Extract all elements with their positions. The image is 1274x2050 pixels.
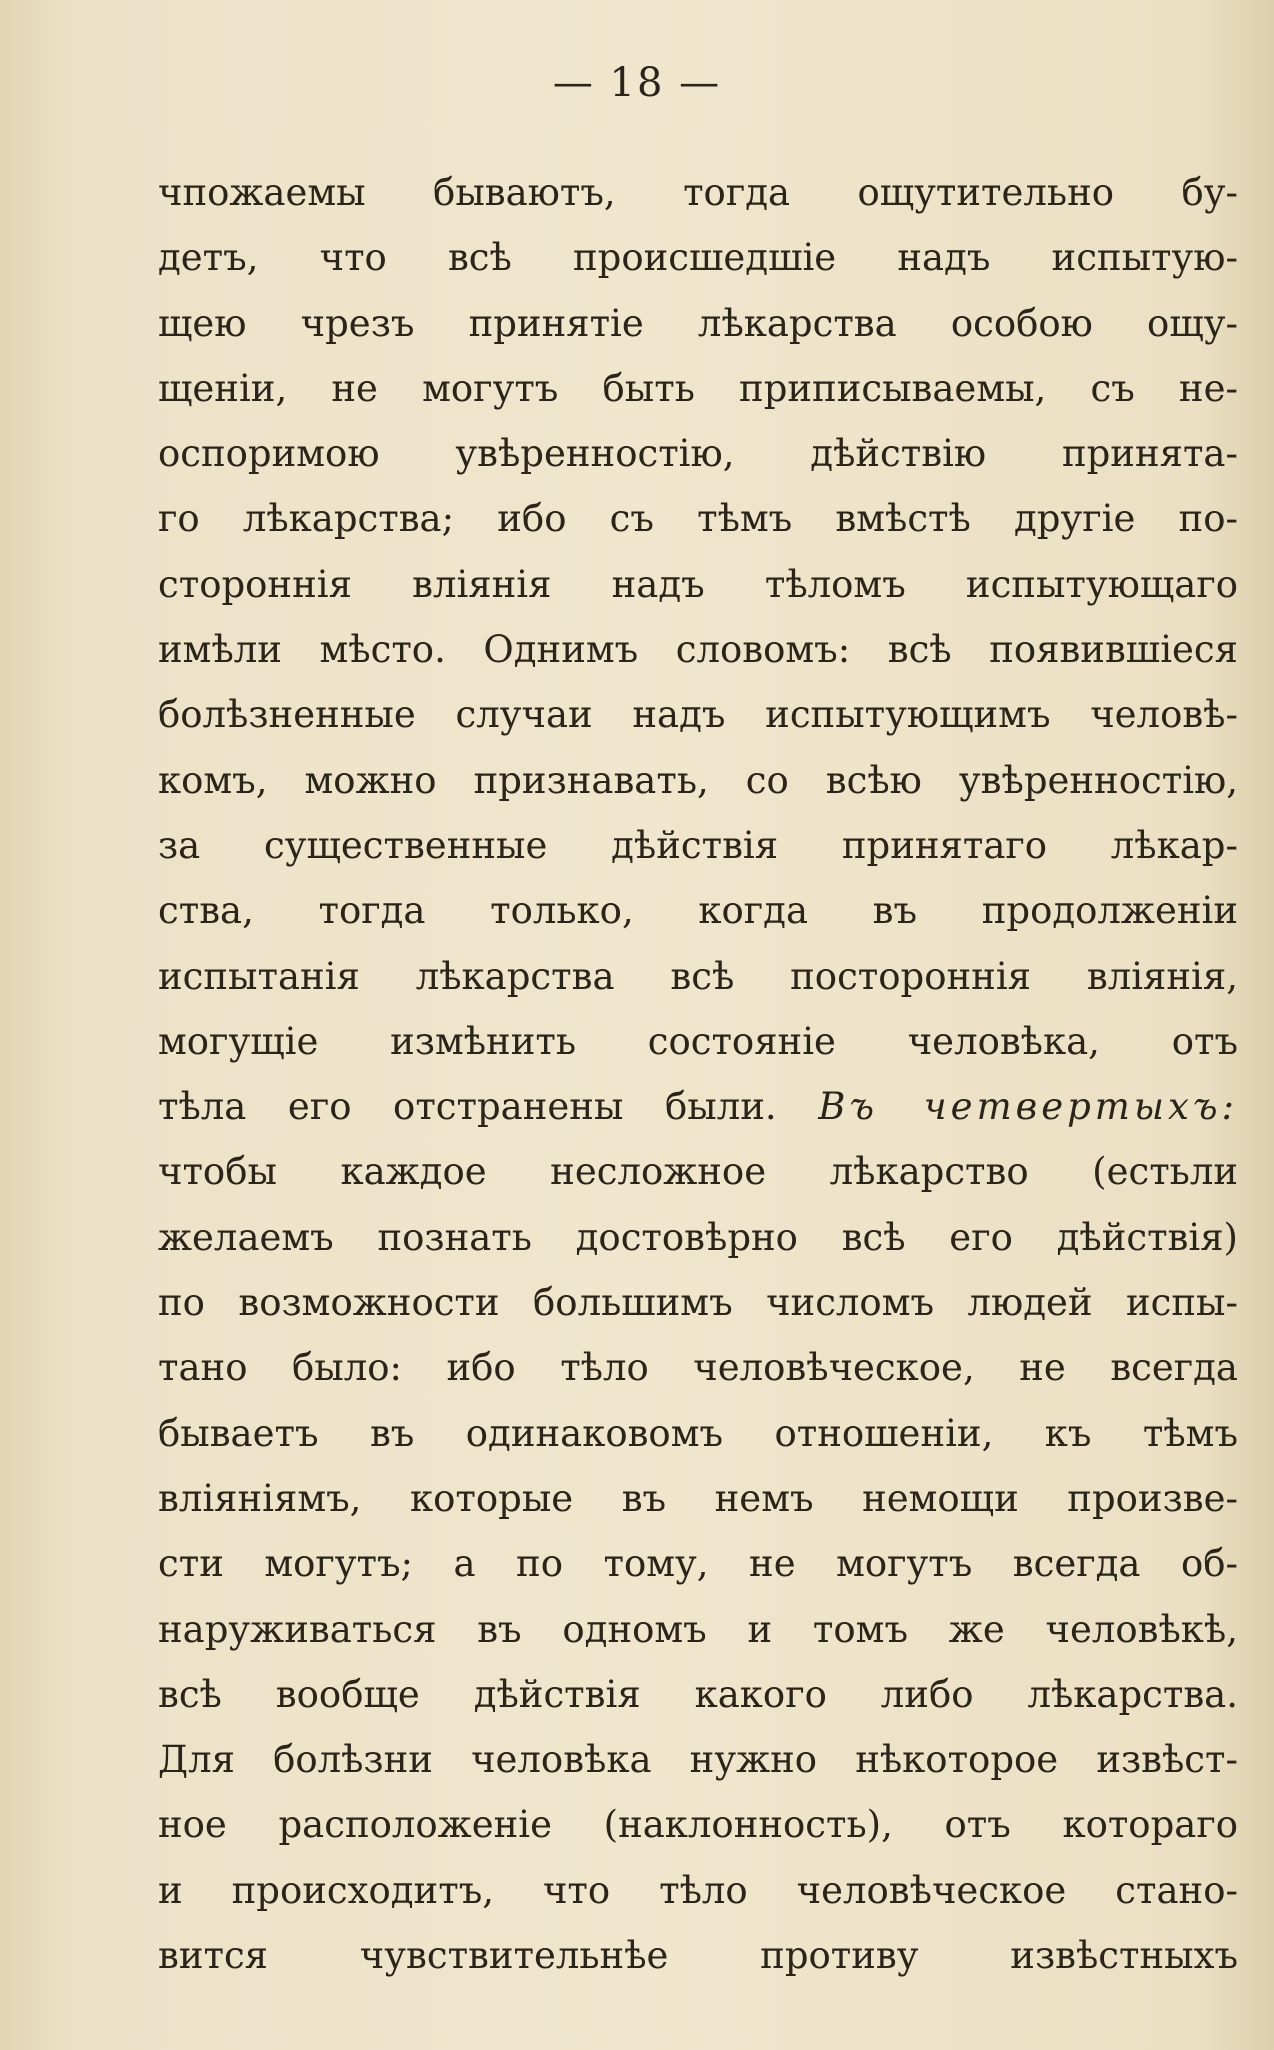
italic-heading-run: Въ четвертыхъ: — [818, 1085, 1238, 1129]
text-line: ное расположеніе (наклонность), отъ котораго — [158, 1803, 1238, 1847]
text-line: за существенные дѣйствія принятаго лѣкар- — [158, 823, 1238, 867]
text-line: тано было: ибо тѣло человѣческое, не всегда — [158, 1346, 1238, 1390]
text-line: по возможности большимъ числомъ людей испы- — [158, 1281, 1238, 1325]
text-line: Для болѣзни человѣка нужно нѣкоторое извѣст- — [158, 1738, 1238, 1782]
text-line: чпожаемы бываютъ, тогда ощутительно бу- — [158, 171, 1238, 214]
text-line: могущіе измѣнить состояніе человѣка, отъ — [158, 1019, 1238, 1063]
text-line: оспоримою увѣренностію, дѣйствію принята- — [158, 432, 1238, 476]
text-line: болѣзненные случаи надъ испытующимъ человѣ- — [158, 693, 1238, 737]
text-line: имѣли мѣсто. Однимъ словомъ: всѣ появившіеся — [158, 628, 1238, 672]
text-line: сти могутъ; а по тому, не могутъ всегда об- — [158, 1542, 1238, 1586]
text-line: бываетъ въ одинаковомъ отношеніи, къ тѣмъ — [158, 1411, 1238, 1455]
text-line: детъ, что всѣ происшедшіе надъ испытую- — [158, 236, 1238, 280]
text-line: чтобы каждое несложное лѣкарство (естьли — [158, 1150, 1238, 1194]
text-line: го лѣкарства; ибо съ тѣмъ вмѣстѣ другіе по- — [158, 497, 1238, 541]
text-line: всѣ вообще дѣйствія какого либо лѣкарства. — [158, 1672, 1238, 1716]
text-line: желаемъ познать достовѣрно всѣ его дѣйствія) — [158, 1215, 1238, 1259]
text-line: и происходитъ, что тѣло человѣческое стано- — [158, 1868, 1238, 1912]
text-line: наруживаться въ одномъ и томъ же человѣкѣ, — [158, 1607, 1238, 1651]
text-line: вліяніямъ, которые въ немъ немощи произве- — [158, 1476, 1238, 1520]
page-number: — 18 — — [552, 60, 722, 106]
text-line: вится чувствительнѣе противу извѣстныхъ — [158, 1934, 1238, 1978]
text-line: ства, тогда только, когда въ продолженіи — [158, 889, 1238, 933]
text-run: тѣла его отстранены были. — [158, 1085, 777, 1129]
text-line-with-italic — [158, 1074, 1238, 1139]
text-line: испытанія лѣкарства всѣ постороннія вліянія, — [158, 954, 1238, 998]
text-line: комъ, можно признавать, со всѣю увѣренностію, — [158, 758, 1238, 802]
text-line: щеніи, не могутъ быть приписываемы, съ не- — [158, 366, 1238, 410]
text-line: щею чрезъ принятіе лѣкарства особою ощу- — [158, 301, 1238, 345]
body-text — [158, 160, 1238, 1988]
text-line: стороннія вліянія надъ тѣломъ испытующаго — [158, 562, 1238, 606]
